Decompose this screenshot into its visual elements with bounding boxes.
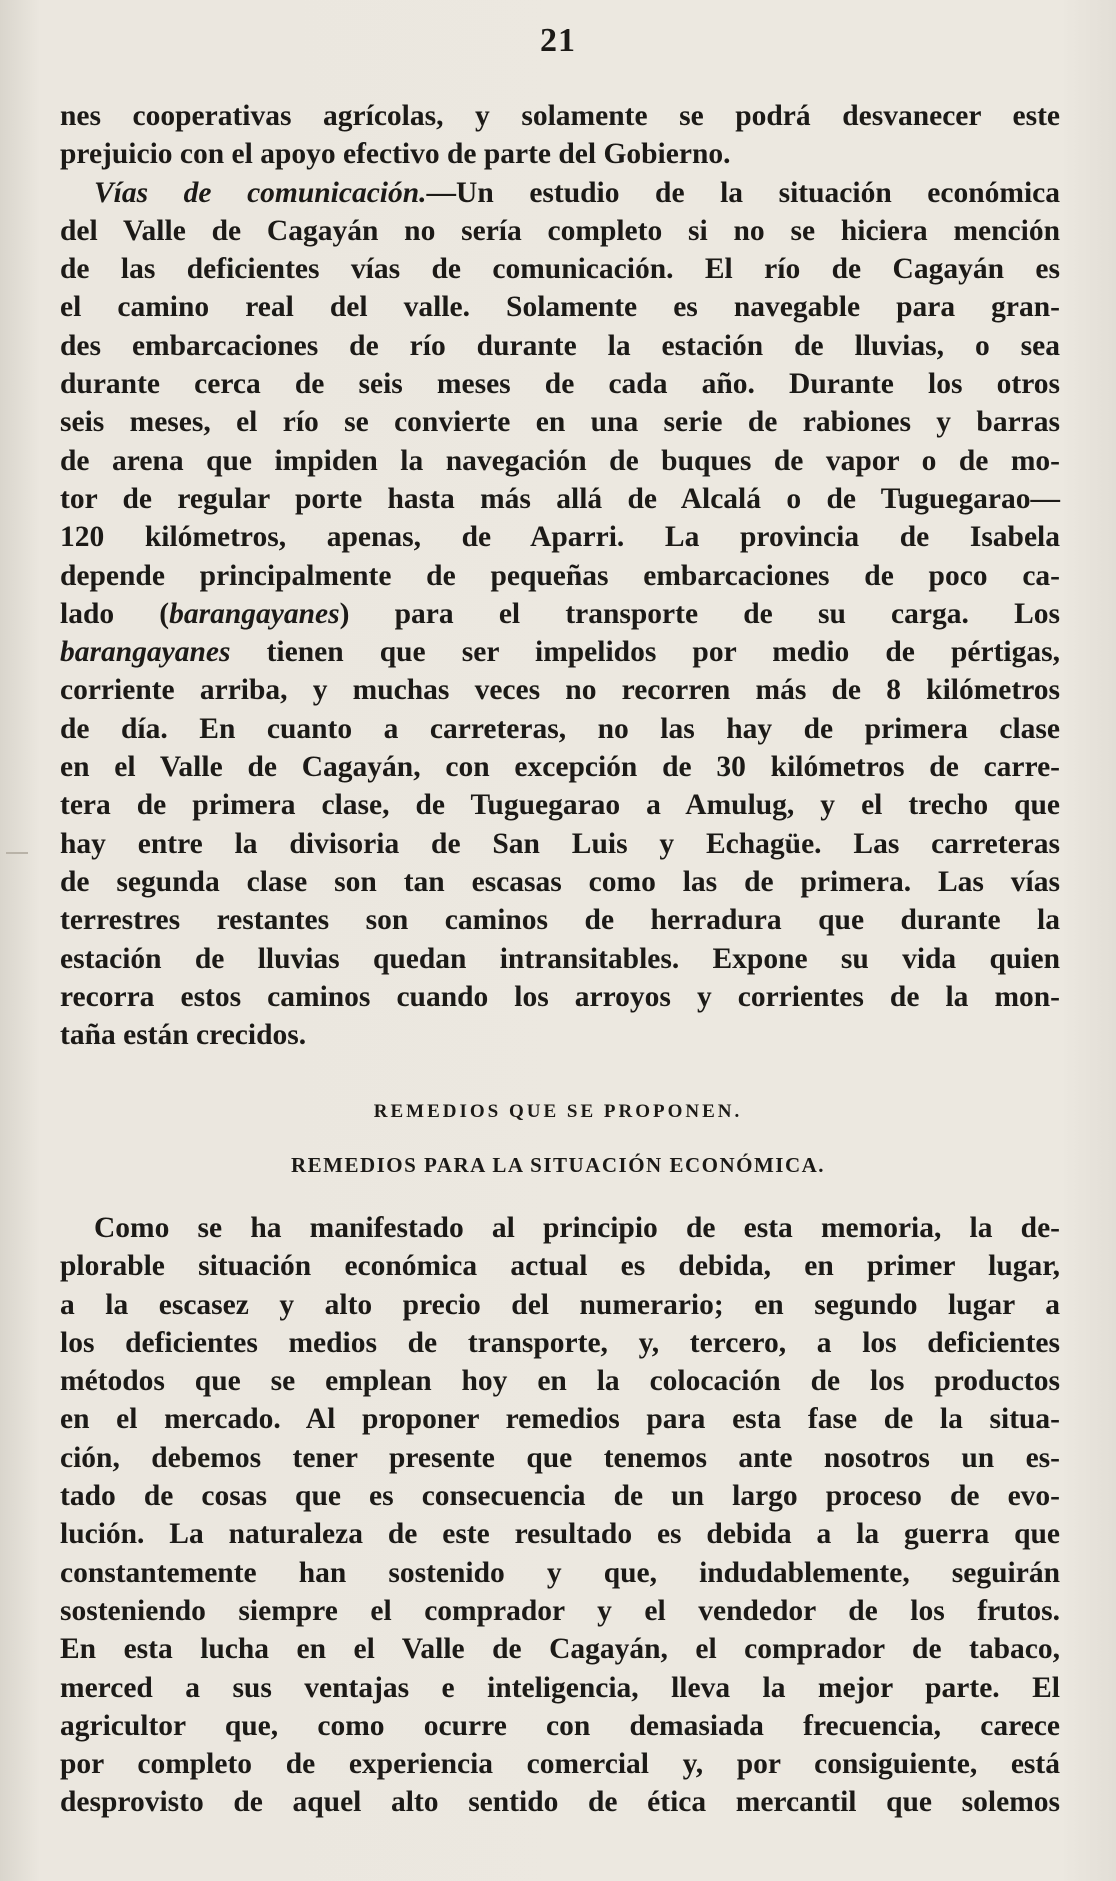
page-number: 21 (540, 22, 576, 59)
text-line: corriente arriba, y muchas veces no recorren más de 8 kilómetros (60, 674, 1060, 707)
text-line: de las deficientes vías de comunicación. El río de Cagayán es (60, 253, 1060, 286)
text-line: agricultor que, como ocurre con demasiada frecuencia, carece (60, 1709, 1060, 1742)
text-line (60, 174, 1060, 212)
text-line: por completo de experiencia comercial y, por consiguiente, está (60, 1748, 1060, 1781)
text-line: ción, debemos tener presente que tenemos ante nosotros un es- (60, 1441, 1060, 1474)
text-line: taña están crecidos. (60, 1019, 307, 1052)
italic-term: barangayanes (60, 636, 231, 669)
text-line (60, 595, 1060, 633)
body-text-upper (60, 97, 1060, 1054)
text-line: lución. La naturaleza de este resultado es debida a la guerra que (60, 1518, 1060, 1551)
text-line: recorra estos caminos cuando los arroyos y corrientes de la mon- (60, 980, 1060, 1013)
text-line: seis meses, el río se convierte en una serie de rabiones y barras (60, 406, 1060, 439)
text-line: tor de regular porte hasta más allá de Alcalá o de Tuguegarao— (60, 482, 1060, 515)
text-line: plorable situación económica actual es debida, en primer lugar, (60, 1250, 1060, 1283)
margin-mark (6, 852, 28, 854)
text-line: los deficientes medios de transporte, y, tercero, a los deficientes (60, 1326, 1060, 1359)
text-line: terrestres restantes son caminos de herradura que durante la (60, 904, 1060, 937)
text-line: prejuicio con el apoyo efectivo de parte del Gobierno. (60, 138, 731, 171)
text-line: el camino real del valle. Solamente es navegable para gran- (60, 291, 1060, 324)
text-line: constantemente han sostenido y que, indudablemente, seguirán (60, 1556, 1060, 1589)
section-lead-italic: Vías de comunicación. (94, 176, 427, 209)
text-line: en el Valle de Cagayán, con excepción de 30 kilómetros de carre- (60, 751, 1060, 784)
text-line: de arena que impiden la navegación de buques de vapor o de mo- (60, 444, 1060, 477)
text-line: durante cerca de seis meses de cada año. Durante los otros (60, 368, 1060, 401)
text-fragment: lado ( (60, 597, 170, 630)
text-line: en el mercado. Al proponer remedios para esta fase de la situa- (60, 1403, 1060, 1436)
text-line: desprovisto de aquel alto sentido de ética mercantil que solemos (60, 1786, 1060, 1819)
section-heading: REMEDIOS QUE SE PROPONEN. (373, 1101, 743, 1122)
text-line: En esta lucha en el Valle de Cagayán, el comprador de tabaco, (60, 1633, 1060, 1666)
text-line: tado de cosas que es consecuencia de un largo proceso de evo- (60, 1480, 1060, 1513)
text-line: 120 kilómetros, apenas, de Aparri. La provincia de Isabela (60, 521, 1060, 554)
text-line (60, 633, 1060, 671)
text-line: sosteniendo siempre el comprador y el vendedor de los frutos. (60, 1594, 1060, 1627)
text-line: de segunda clase son tan escasas como las de primera. Las vías (60, 865, 1060, 898)
text-line: de día. En cuanto a carreteras, no las hay de primera clase (60, 712, 1060, 745)
text-line: Como se ha manifestado al principio de esta memoria, la de- (94, 1212, 1060, 1244)
italic-term: barangayanes (169, 597, 340, 630)
text-line: depende principalmente de pequeñas embarcaciones de poco ca- (60, 559, 1060, 592)
text-line: merced a sus ventajas e inteligencia, lleva la mejor parte. El (60, 1671, 1060, 1704)
text-line: tera de primera clase, de Tuguegarao a Amulug, y el trecho que (60, 789, 1060, 822)
text-line: estación de lluvias quedan intransitables. Expone su vida quien (60, 942, 1060, 975)
text-line: nes cooperativas agrícolas, y solamente se podrá desvanecer este (60, 100, 1060, 132)
body-text-lower (60, 1209, 1060, 1822)
subsection-heading: REMEDIOS PARA LA SITUACIÓN ECONÓMICA. (290, 1153, 826, 1177)
text-line: a la escasez y alto precio del numerario; en segundo lugar a (60, 1288, 1060, 1321)
text-fragment: tienen que ser impelidos por medio de pértigas, (230, 636, 1060, 669)
text-line: del Valle de Cagayán no sería completo si no se hiciera mención (60, 214, 1060, 247)
text-line: des embarcaciones de río durante la estación de lluvias, o sea (60, 329, 1060, 362)
text-line: hay entre la divisoria de San Luis y Echagüe. Las carreteras (60, 827, 1060, 860)
text-line: métodos que se emplean hoy en la colocación de los productos (60, 1365, 1060, 1398)
text-fragment: ) para el transporte de su carga. Los (339, 597, 1060, 630)
text-fragment: —Un estudio de la situación económica (426, 176, 1060, 209)
